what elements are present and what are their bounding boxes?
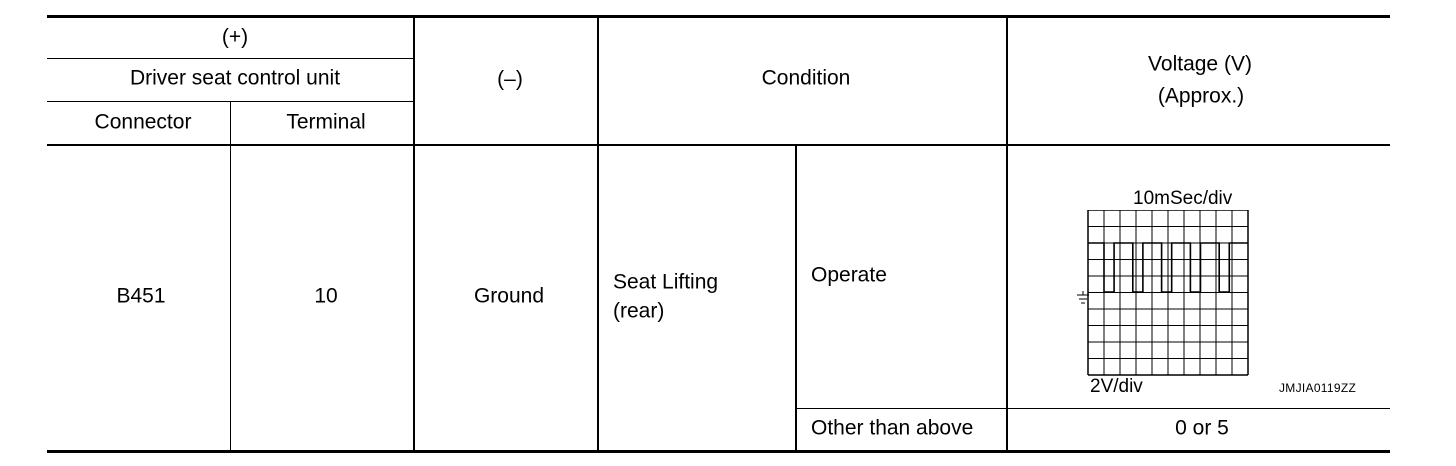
cell-other-value: 0 or 5 (1175, 416, 1229, 440)
header-bottom-rule (47, 144, 1390, 146)
cell-condition-line1: Seat Lifting (613, 270, 719, 294)
cell-connector: B451 (116, 284, 166, 308)
cell-ground: Ground (473, 284, 545, 308)
divider-condition-sub (795, 145, 797, 451)
cell-terminal: 10 (314, 284, 338, 308)
cell-other: Other than above (811, 416, 974, 440)
cell-condition-line2: (rear) (613, 299, 665, 323)
rule-under-plus (47, 58, 414, 59)
header-plus: (+) (221, 25, 249, 49)
rule-above-other (795, 408, 1390, 409)
divider-condition-voltage (1006, 16, 1008, 451)
header-voltage: Voltage (V) (1148, 52, 1252, 76)
header-connector: Connector (94, 110, 192, 134)
divider-minus-condition (597, 16, 599, 451)
header-condition: Condition (761, 66, 851, 90)
table-top-rule (47, 15, 1390, 18)
divider-connector-terminal (230, 101, 231, 451)
header-voltage-approx: (Approx.) (1157, 84, 1245, 108)
header-minus: (–) (497, 67, 523, 91)
ground-symbol-icon (1077, 291, 1089, 303)
scope-time-div: 10mSec/div (1133, 188, 1233, 209)
figure-code: JMJIA0119ZZ (1279, 381, 1357, 395)
header-unit: Driver seat control unit (129, 66, 341, 90)
header-terminal: Terminal (286, 110, 366, 134)
cell-operate: Operate (811, 263, 887, 287)
oscilloscope-waveform (1070, 210, 1250, 380)
divider-terminal-minus (413, 16, 415, 451)
table-bottom-rule (47, 450, 1390, 453)
scope-volt-div: 2V/div (1090, 376, 1143, 397)
